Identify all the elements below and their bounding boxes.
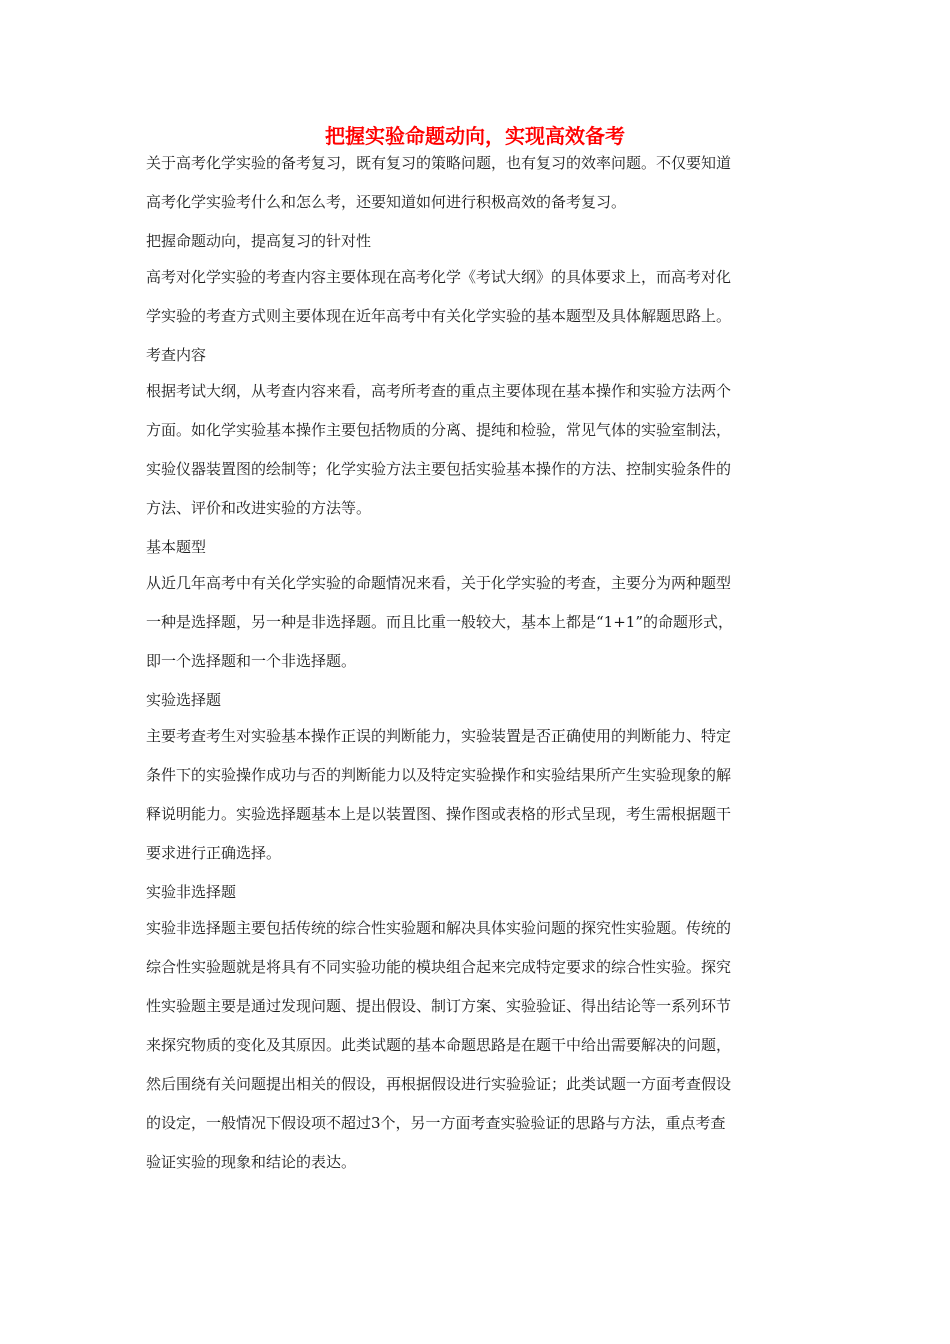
body-line: 方法、评价和改进实验的方法等。 (146, 499, 372, 517)
section-heading: 把握命题动向，提高复习的针对性 (146, 232, 372, 250)
body-line: 一种是选择题，另一种是非选择题。而且比重一般较大，基本上都是“1+1”的命题形式， (146, 613, 733, 631)
body-line: 高考化学实验考什么和怎么考，还要知道如何进行积极高效的备考复习。 (146, 193, 627, 211)
body-line: 来探究物质的变化及其原因。此类试题的基本命题思路是在题干中给出需要解决的问题， (146, 1036, 732, 1054)
body-line: 从近几年高考中有关化学实验的命题情况来看，关于化学实验的考查，主要分为两种题型 (146, 574, 732, 592)
body-line: 根据考试大纲，从考查内容来看，高考所考查的重点主要体现在基本操作和实验方法两个 (146, 382, 732, 400)
body-line: 实验非选择题主要包括传统的综合性实验题和解决具体实验问题的探究性实验题。传统的 (146, 919, 732, 937)
section-heading: 基本题型 (146, 538, 207, 556)
body-line: 方面。如化学实验基本操作主要包括物质的分离、提纯和检验，常见气体的实验室制法， (146, 421, 732, 439)
section-heading: 考查内容 (146, 346, 207, 364)
body-line: 即一个选择题和一个非选择题。 (146, 652, 357, 670)
body-line: 学实验的考查方式则主要体现在近年高考中有关化学实验的基本题型及具体解题思路上。 (146, 307, 732, 325)
body-line: 的设定，一般情况下假设项不超过3个，另一方面考查实验验证的思路与方法，重点考查 (146, 1114, 726, 1132)
body-line: 主要考查考生对实验基本操作正误的判断能力，实验装置是否正确使用的判断能力、特定 (146, 727, 732, 745)
body-line: 释说明能力。实验选择题基本上是以装置图、操作图或表格的形式呈现，考生需根据题干 (146, 805, 732, 823)
section-heading: 实验非选择题 (146, 883, 237, 901)
body-line: 要求进行正确选择。 (146, 844, 282, 862)
body-line: 高考对化学实验的考查内容主要体现在高考化学《考试大纲》的具体要求上，而高考对化 (146, 268, 732, 286)
document-body (146, 152, 808, 1187)
body-line: 条件下的实验操作成功与否的判断能力以及特定实验操作和实验结果所产生实验现象的解 (146, 766, 732, 784)
body-line: 实验仪器装置图的绘制等；化学实验方法主要包括实验基本操作的方法、控制实验条件的 (146, 460, 732, 478)
document-title: 把握实验命题动向，实现高效备考 (325, 124, 625, 148)
section-heading: 实验选择题 (146, 691, 222, 709)
body-line: 综合性实验题就是将具有不同实验功能的模块组合起来完成特定要求的综合性实验。探究 (146, 958, 732, 976)
body-line: 性实验题主要是通过发现问题、提出假设、制订方案、实验验证、得出结论等一系列环节 (146, 997, 732, 1015)
body-line: 然后围绕有关问题提出相关的假设，再根据假设进行实验验证；此类试题一方面考查假设 (146, 1075, 732, 1093)
body-line: 验证实验的现象和结论的表达。 (146, 1153, 357, 1171)
body-line: 关于高考化学实验的备考复习，既有复习的策略问题，也有复习的效率问题。不仅要知道 (146, 154, 732, 172)
